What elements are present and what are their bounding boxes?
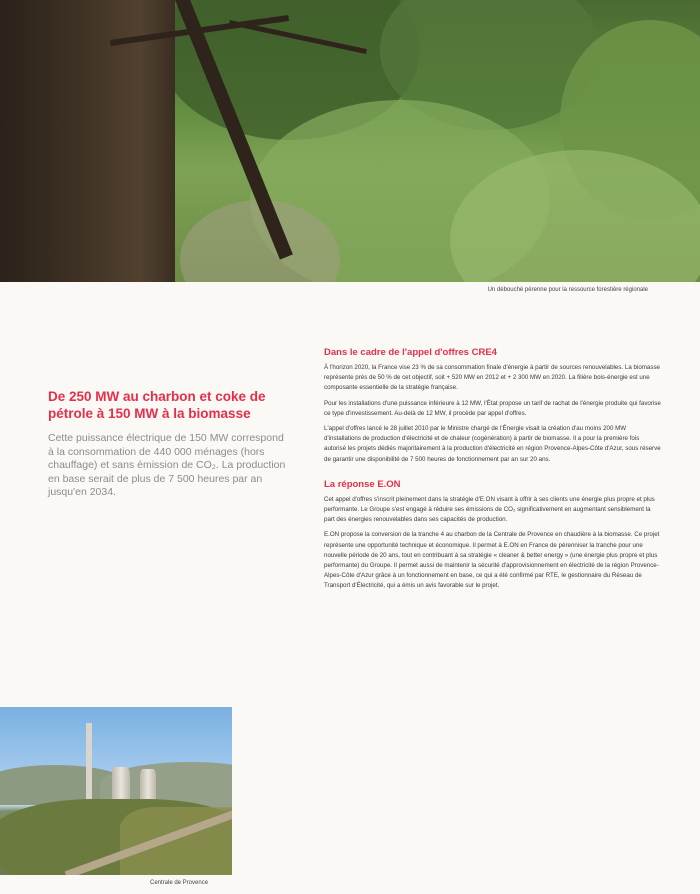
- paragraph: Cet appel d'offres s'inscrit pleinement dans la stratégie d'E.ON visant à offrir à ses clients une énergie plus propre et plus performante. Le Groupe s'est engagé à réduire ses émissions de CO₂ significativement en augmentant sensiblement la part des énergies renouvelables dans ses capacités de production.: [324, 495, 655, 524]
- hero-forest-photo: [0, 0, 700, 282]
- pullquote-title: De 250 MW au charbon et coke de pétrole à 150 MW à la biomasse: [48, 389, 266, 421]
- paragraph: L'appel d'offres lancé le 28 juillet 2010 par le Ministre chargé de l'Énergie visait la création d'au moins 200 MW d'installations de production d'électricité et de chaleur (cogénération) à partir de biomasse. Il a pour la première fois autorisé les projets dédiés majoritairement à la production d'électricité en région Provence-Alpes-Côte d'Azur, sous réserve de garantir une disponibilité de 7 500 heures de fonctionnement par an sur 20 ans.: [324, 425, 661, 463]
- plant-caption: Centrale de Provence: [150, 880, 209, 886]
- pullquote-body: Cette puissance électrique de 150 MW correspond à la consommation de 440 000 ménages (hors chauffage) et sans émission de CO₂. La production en base serait de plus de 7 500 heures par an jusqu'en 2034.: [48, 432, 286, 498]
- hero-caption: Un débouché pérenne pour la ressource forestière régionale: [487, 287, 648, 293]
- section-heading-cre4: Dans le cadre de l'appel d'offres CRE4: [324, 347, 497, 358]
- main-column: [324, 347, 662, 597]
- paragraph: À l'horizon 2020, la France vise 23 % de sa consommation finale d'énergie à partir de sources renouvelables. La biomasse représente près de 50 % de cet objectif, soit + 520 MW en 2012 et + 2 300 MW en 2020. La filière bois-énergie est une composante essentielle de la stratégie française.: [324, 364, 660, 392]
- section-heading-eon: La réponse E.ON: [324, 478, 401, 490]
- pullquote: [48, 388, 288, 500]
- tree-trunk: [0, 0, 175, 282]
- paragraph: E.ON propose la conversion de la tranche 4 au charbon de la Centrale de Provence en chaudière à la biomasse. Ce projet représente une opportunité technique et économique. Il permet à E.ON en France de pérenniser la tranche pour une nouvelle période de 20 ans, tout en contribuant à sa stratégie « cleaner & better energy » (une énergie plus propre et plus performante) du Groupe. Il permet aussi de maintenir la sécurité d'approvisionnement en électricité de la région Provence-Alpes-Côte d'Azur grâce à un fonctionnement en base, ce qui a été confirmé par RTE, le gestionnaire du Réseau de Transport d'Électricité, qui a émis un avis favorable sur le projet.: [324, 531, 660, 590]
- paragraph: Pour les installations d'une puissance inférieure à 12 MW, l'État propose un tarif de rachat de l'énergie produite qui favorise ce type d'investissement. Au-delà de 12 MW, il procède par appel d'offres.: [324, 399, 661, 417]
- power-plant-photo: [0, 707, 232, 875]
